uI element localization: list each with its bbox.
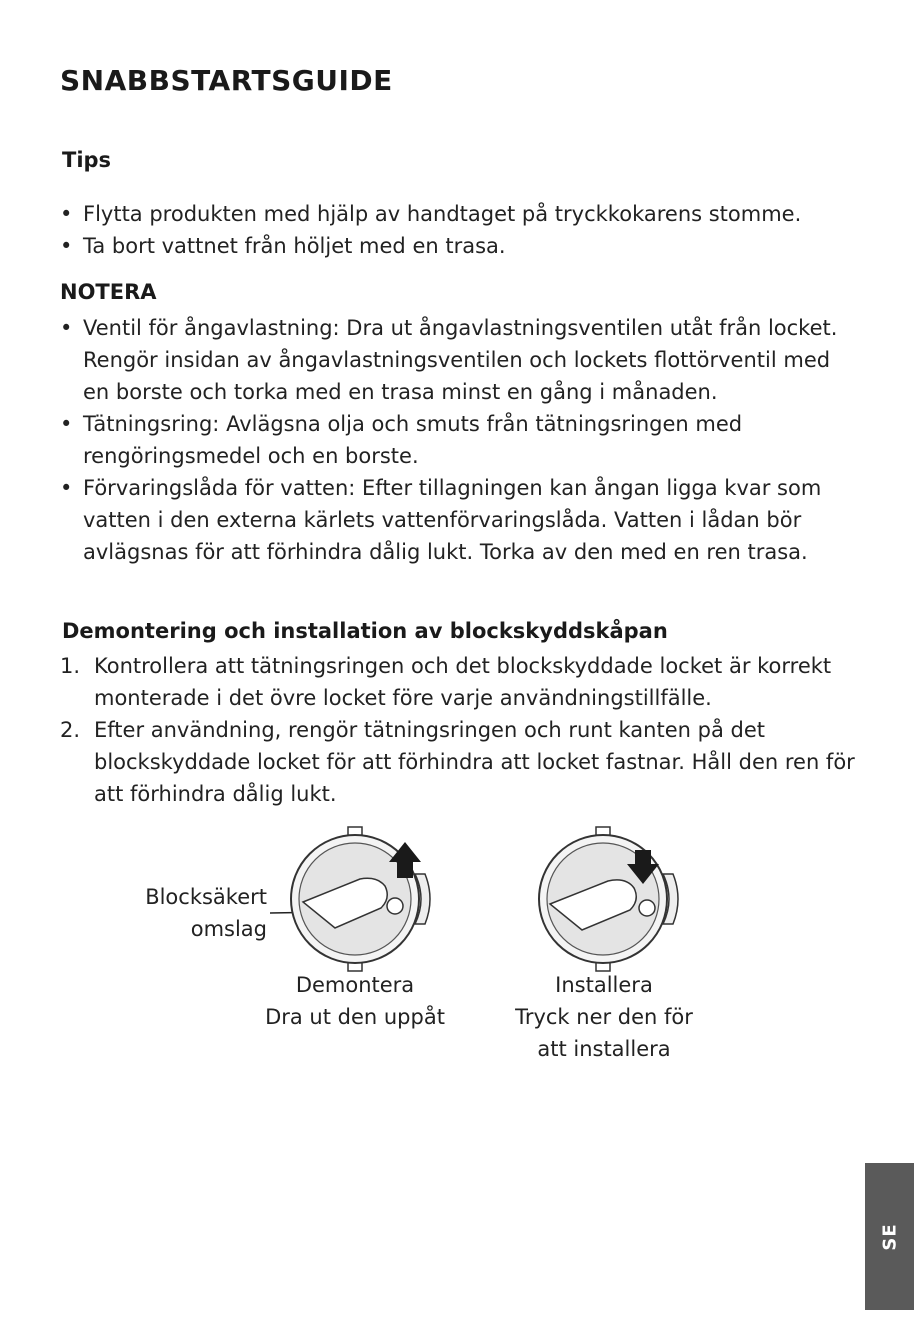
list-item — [60, 714, 860, 810]
figure-label — [130, 881, 267, 945]
blockage-cover-icon — [387, 898, 403, 914]
language-tab-label: SE — [879, 1222, 900, 1251]
remove-caption-line1: Demontera — [295, 973, 415, 997]
language-tab — [865, 1163, 914, 1310]
notera-list — [60, 312, 850, 568]
install-caption-line3: att installera — [537, 1037, 671, 1061]
demontering-list — [60, 650, 860, 810]
remove-caption-line2: Dra ut den uppåt — [265, 1005, 445, 1029]
list-item: • Flytta produkten med hjälp av handtaget på tryckkokarens stomme. — [60, 198, 850, 230]
item-number: 2. — [60, 718, 81, 742]
remove-caption — [245, 969, 465, 1033]
install-caption-line1: Installera — [555, 973, 653, 997]
install-caption — [494, 969, 714, 1065]
list-item — [60, 650, 860, 714]
tips-heading: Tips — [62, 148, 112, 172]
remove-cover-illustration — [265, 824, 445, 974]
item-text: Kontrollera att tätningsringen och det blockskyddade locket är korrekt monterade i det övre locket före varje användningstillfälle. — [94, 654, 832, 710]
item-text: Efter användning, rengör tätningsringen och runt kanten på det blockskyddade locket för att förhindra att locket fastnar. Håll den ren för att förhindra dålig lukt. — [94, 718, 855, 806]
list-item: • Tätningsring: Avlägsna olja och smuts från tätningsringen med rengöringsmedel och en borste. — [60, 408, 850, 472]
tips-list — [60, 198, 850, 262]
install-cover-illustration — [530, 824, 710, 974]
list-item: • Ta bort vattnet från höljet med en trasa. — [60, 230, 850, 262]
blockage-cover-icon — [639, 900, 655, 916]
notera-heading: NOTERA — [60, 280, 157, 304]
install-caption-line2: Tryck ner den för — [515, 1005, 693, 1029]
item-number: 1. — [60, 654, 81, 678]
figure-label-line1: Blocksäkert — [145, 885, 267, 909]
list-item: • Förvaringslåda för vatten: Efter tillagningen kan ångan ligga kvar som vatten i den externa kärlets vattenförvaringslåda. Vatten i lådan bör avlägsnas för att förhindra dålig lukt. Torka av den med en ren trasa. — [60, 472, 850, 568]
page-title: SNABBSTARTSGUIDE — [60, 64, 393, 97]
figure-label-line2: omslag — [190, 917, 267, 941]
list-item: • Ventil för ångavlastning: Dra ut ångavlastningsventilen utåt från locket. Rengör insidan av ångavlastningsventilen och lockets flottörventil med en borste och torka med en trasa minst en gång i månaden. — [60, 312, 850, 408]
demontering-heading: Demontering och installation av blockskyddskåpan — [62, 619, 668, 643]
